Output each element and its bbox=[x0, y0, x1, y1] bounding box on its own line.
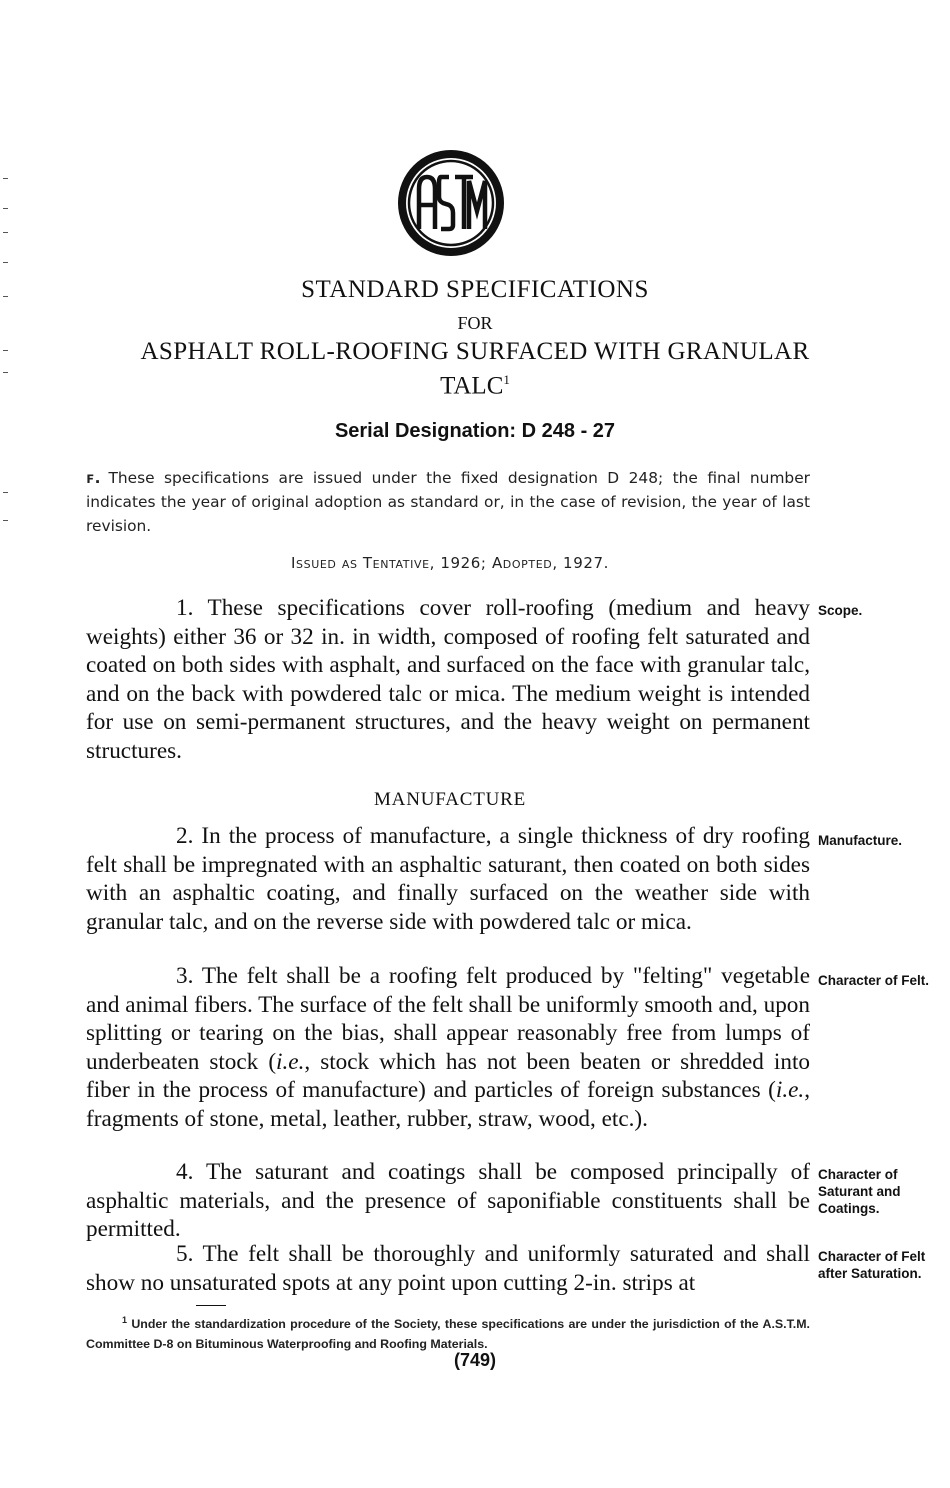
footnote-rule bbox=[196, 1305, 226, 1306]
margin-note-scope: Scope. bbox=[818, 603, 863, 618]
footnote-mark: 1 bbox=[122, 1315, 128, 1325]
paragraph-text: The saturant and coatings shall be composed principally of asphaltic materials, and the presence of saponifiable constituents shall be permitted. bbox=[86, 1159, 810, 1243]
intro-note bbox=[86, 466, 810, 538]
paragraph-text: The felt shall be thoroughly and uniformly saturated and shall show no unsaturated spots at any point upon cutting 2-in. strips at bbox=[86, 1241, 810, 1296]
margin-note-felt-after-saturation: Character of Felt after Saturation. bbox=[818, 1249, 926, 1281]
paragraph-number: 1. bbox=[176, 595, 194, 621]
italic-abbreviation: i.e. bbox=[775, 1077, 805, 1104]
scan-edge-mark bbox=[3, 492, 8, 493]
paragraph-text: These specifications cover roll-roofing (medium and heavy weights) either 36 or 32 in. in width, composed of roofing felt saturated and coated on both sides with asphalt, and surfaced on the face with granular talc, and on the back with powdered talc or mica. The medium weight is intended for use on semi-permanent structures, and the heavy weight on permanent structures. bbox=[86, 595, 810, 764]
title-line-4-text: TALC bbox=[440, 372, 504, 400]
title-line-2: FOR bbox=[457, 313, 493, 333]
paragraph-1 bbox=[86, 594, 810, 766]
paragraph-5 bbox=[86, 1240, 810, 1297]
scan-edge-mark bbox=[3, 520, 8, 521]
paragraph-text: , fragments of stone, metal, leather, rubber, straw, wood, etc.). bbox=[86, 1077, 810, 1132]
astm-logo bbox=[395, 147, 507, 259]
footnote-reference: 1 bbox=[503, 372, 510, 387]
paragraph-number: 5. bbox=[176, 1241, 194, 1267]
paragraph-2 bbox=[86, 822, 810, 936]
paragraph-number: 4. bbox=[176, 1159, 194, 1185]
paragraph-4 bbox=[86, 1158, 810, 1244]
margin-note-manufacture: Manufacture. bbox=[818, 833, 903, 848]
paragraph-text: The felt shall be a roofing felt produced by "felting" vegetable and animal fibers. The surface of the felt shall be uniformly smooth and, upon splitting or tearing on the bias, shall appear reasonably free from lumps of underbeaten stock ( bbox=[86, 963, 810, 1075]
title-line-1: STANDARD SPECIFICATIONS bbox=[301, 276, 649, 303]
paragraph-3 bbox=[86, 962, 810, 1134]
paragraph-text: In the process of manufacture, a single thickness of dry roofing felt shall be impregnated with an asphaltic saturant, then coated on both sides with an asphaltic coating, and finally surfaced on the weather side with granular talc, and on the reverse side with powdered talc or mica. bbox=[86, 823, 810, 935]
footnote-text: Under the standardization procedure of the Society, these specifications are under the jurisdiction of the A.S.T.M. Committee D-8 on Bituminous Waterproofing and Roofing Materials. bbox=[86, 1317, 810, 1352]
scan-edge-mark bbox=[3, 262, 8, 263]
scan-edge-mark bbox=[3, 178, 8, 179]
issued-adopted-line: Issued as Tentative, 1926; Adopted, 1927. bbox=[291, 554, 609, 572]
scan-edge-mark bbox=[3, 232, 8, 233]
intro-text: These specifications are issued under the fixed designation D 248; the final number indicates the year of original adoption as standard or, in the case of revision, the year of last revision. bbox=[86, 469, 810, 535]
paragraph-number: 2. bbox=[176, 823, 194, 849]
paragraph-number: 3. bbox=[176, 963, 194, 989]
title-line-3: ASPHALT ROLL-ROOFING SURFACED WITH GRANULAR bbox=[140, 338, 810, 365]
page-number: (749) bbox=[453, 1350, 497, 1370]
paragraph-text: , stock which has not been beaten or shredded into fiber in the process of manufacture) and particles of foreign substances ( bbox=[86, 1048, 810, 1104]
title-line-4 bbox=[0, 372, 950, 400]
margin-note-character-of-felt: Character of Felt. bbox=[818, 973, 930, 988]
section-heading-manufacture: MANUFACTURE bbox=[373, 789, 526, 810]
italic-abbreviation: i.e. bbox=[276, 1048, 305, 1075]
serial-designation: Serial Designation: D 248 - 27 bbox=[334, 420, 616, 442]
margin-note-character-of-saturant: Character of Saturant and Coatings. bbox=[818, 1167, 901, 1216]
footnote bbox=[86, 1310, 810, 1354]
intro-mark: ꜰ. bbox=[86, 469, 101, 487]
scan-edge-mark bbox=[3, 208, 8, 209]
